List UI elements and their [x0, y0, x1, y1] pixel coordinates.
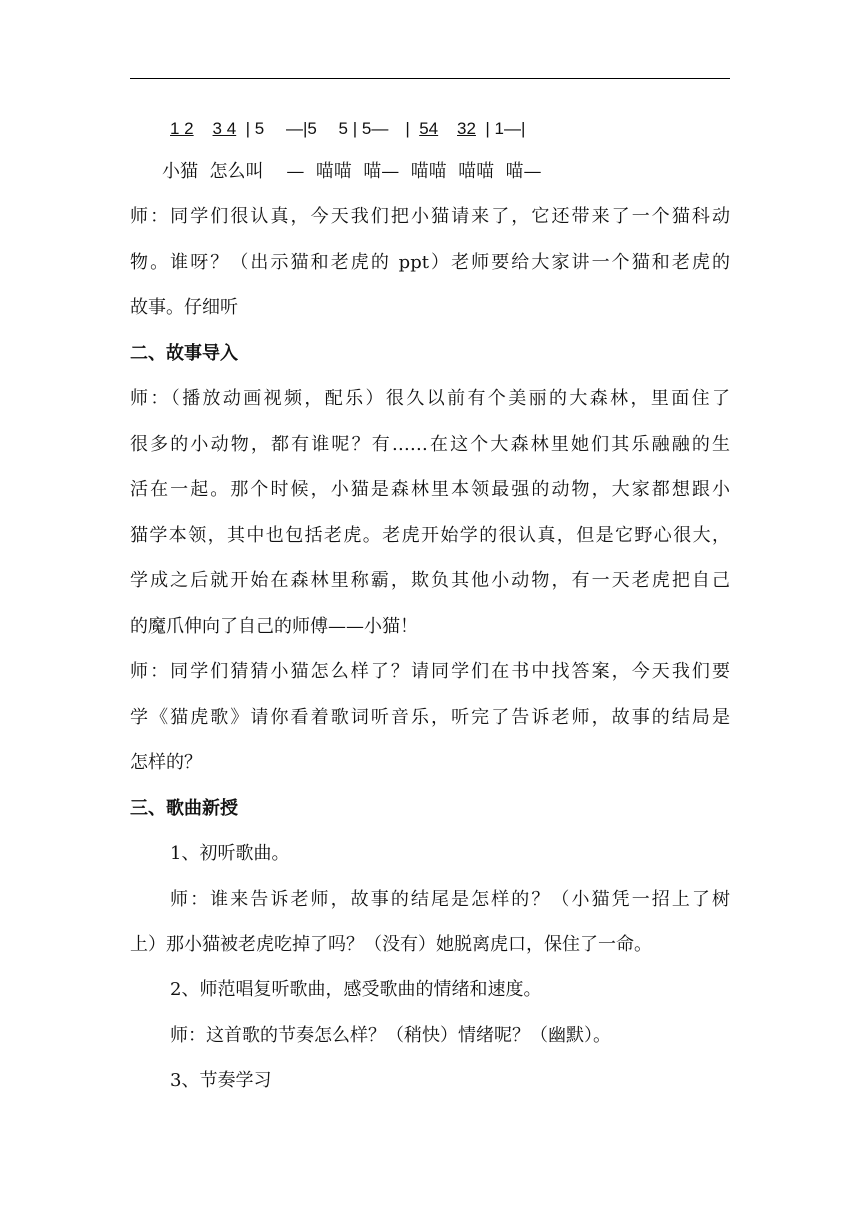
- step-item: 1、初听歌曲。: [170, 843, 290, 864]
- step-item: 3、节奏学习: [170, 1070, 272, 1091]
- section-heading: 二、故事导入: [130, 343, 238, 364]
- paragraph-line: 故事。仔细听: [130, 297, 238, 318]
- paragraph-line: 学成之后就开始在森林里称霸，欺负其他小动物，有一天老虎把自己: [130, 570, 730, 591]
- notation-segment: 54: [419, 119, 439, 138]
- paragraph-line: 物。谁呀？（出示猫和老虎的 ppt）老师要给大家讲一个猫和老虎的: [130, 252, 730, 273]
- paragraph-line: 很多的小动物，都有谁呢？有……在这个大森林里她们其乐融融的生: [130, 434, 730, 455]
- paragraph-line: 怎样的？: [130, 752, 202, 773]
- header-rule: [130, 78, 730, 79]
- paragraph-line: 的魔爪伸向了自己的师傅——小猫！: [130, 616, 418, 637]
- paragraph-line: 师：同学们很认真，今天我们把小猫请来了，它还带来了一个猫科动: [130, 206, 730, 227]
- notation-segment: 3 4: [212, 119, 237, 138]
- notation-segment: | 5 —|5 5 | 5— |: [240, 119, 415, 138]
- lyrics-line: 小猫 怎么叫 — 喵喵 喵— 喵喵 喵喵 喵—: [162, 161, 542, 182]
- notation-segment: | 1—|: [480, 119, 526, 138]
- paragraph-line: 上）那小猫被老虎吃掉了吗？（没有）她脱离虎口，保住了一命。: [130, 934, 652, 955]
- notation-segment: 1 2: [170, 119, 194, 138]
- paragraph-line: 师：（播放动画视频，配乐）很久以前有个美丽的大森林，里面住了: [130, 388, 730, 409]
- paragraph-line: 师：这首歌的节奏怎么样？（稍快）情绪呢？（幽默）。: [170, 1025, 611, 1046]
- paragraph-line: 师：谁来告诉老师，故事的结尾是怎样的？（小猫凭一招上了树: [170, 889, 730, 910]
- paragraph-line: 师：同学们猜猜小猫怎么样了？请同学们在书中找答案，今天我们要: [130, 661, 730, 682]
- notation-segment: 32: [457, 119, 476, 138]
- paragraph-line: 学《猫虎歌》请你看着歌词听音乐，听完了告诉老师，故事的结局是: [130, 707, 730, 728]
- section-heading: 三、歌曲新授: [130, 798, 238, 819]
- paragraph-line: 猫学本领，其中也包括老虎。老虎开始学的很认真，但是它野心很大，: [130, 525, 730, 546]
- step-item: 2、师范唱复听歌曲，感受歌曲的情绪和速度。: [170, 979, 542, 1000]
- paragraph-line: 活在一起。那个时候，小猫是森林里本领最强的动物，大家都想跟小: [130, 479, 730, 500]
- music-notation: [170, 117, 730, 141]
